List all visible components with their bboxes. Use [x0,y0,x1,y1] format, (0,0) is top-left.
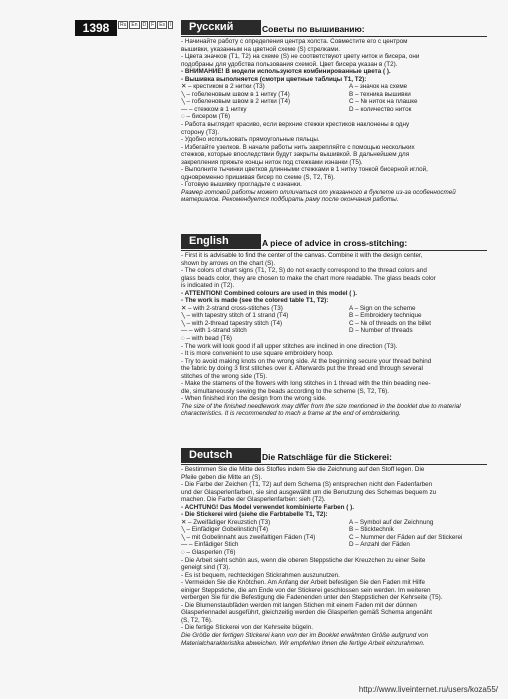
legend-item: ✕ – Zweifädiger Kreuzstich (T3) [181,518,271,526]
section-title-de: Die Ratschläge für die Stickerei: [262,452,392,462]
text-line: is indicated in (T2). [181,282,235,290]
text-line: вышивки, указанным на цветной схеме (S) стрелками. [181,45,340,53]
text-line: - Bestimmen Sie die Mitte des Stoffes indem Sie die Zeichnung auf den Stoff legen. Die [181,466,425,473]
legend-item: ✕ – крестиком в 2 нитки (T3) [181,83,265,91]
divider [181,250,487,251]
text-line: стежков, которые впоследствии будут закрыты вышивкой. В дальнейшем для [181,151,410,159]
lang-tag: I [170,22,172,28]
text-line: glass beads color, they are chosen to make the chart more readable. The glass beads color [181,274,436,282]
text-line: подобраны для удобства пользования схемой. Цвет бисера указан в (T2). [181,60,398,68]
text-line: verbergen Sie für die Befestigung die Fadenenden unter den Steppstichen der Kehrseite (T5). [181,594,443,602]
text-line: - It is more convenient to use square embroidery hoop. [181,350,334,358]
legend-item: ╲ – with 2-thread tapestry stitch (T4) [181,319,283,327]
legend-item: ◌ – бисером (T6) [181,113,231,121]
text-line: - Вышивка выполняется (смотри цветные таблицы T1, T2): [181,75,367,83]
note: Размер готовой работы может отличаться от указанного в буклете из-за особенностей материалов. Рекомендуется подбирать раму после окончания работы. [181,188,456,204]
section-title-en: A piece of advice in cross-stitching: [262,238,408,248]
text-line: - Выполните тычинки цветков длинными стежками в 1 нитку тонкой бисерной иглой, [181,166,428,174]
legend-key: D – количество ниток [349,105,412,113]
legend-item: ◌ – Glasperlen (T6) [181,549,236,557]
section-title-ru: Советы по вышиванию: [262,24,365,34]
text-line: - Работа выглядит красиво, если верхние стежки крестиков наклонены в одну [181,121,410,129]
legend-ru [181,83,487,121]
text-line: - When finished iron the design from the wrong side. [181,395,327,403]
text-line: закрепления пряжьте концы ниток под стежками изнанки (T5). [181,158,363,166]
text-line: - ATTENTION! Combined colours are used in this model ( ). [181,289,357,297]
legend-key: B – Sticktechnik [349,526,394,534]
text-line: - Make the stamens of the flowers with long stitches in 1 thread with the thin beading nee- [181,380,431,388]
legend-key: B – Embroidery technique [349,312,422,320]
text-line: einiger Steppstiche, die am Ende von der Stickerei geschlossen sein werden. Im weiteren [181,586,431,594]
text-line: - Die Farbe der Zeichen (T1, T2) auf dem Schema (S) entsprechen nicht den Fadenfarben [181,481,433,489]
text-line: - Die Arbeit sieht schön aus, wenn die oberen Steppstiche der Kreuzchen zu einer Seite [181,556,426,564]
legend-key: C – № of threads on the billet [349,319,432,327]
legend-item: ◌ – with bead (T6) [181,335,232,343]
legend-item: ╲ – гобеленовым швом в 1 нитку (T4) [181,90,290,98]
legend-item: ╲ – mit Gobelinnaht aus zweifaltigen Fäden (T4) [181,533,316,541]
legend-item: ╲ – Einfädiger Gobelinstich(T4) [181,526,269,534]
legend-de [181,519,487,557]
text-line: - Избегайте узелков. В начале работы нить закрепляйте с помощью нескольких [181,143,415,151]
lang-tag: F [151,22,155,28]
text-line: Pfeile geben die Mitte an (S). [181,473,263,481]
text-line: - The work is made (see the colored table T1, T2): [181,297,329,305]
legend-item: ╲ – with tapestry stitch of 1 strand (T4) [181,312,289,320]
text-line: одновременно пришивая бисер по схеме (S, T2, T6). [181,173,335,181]
section-body-ru [181,38,487,204]
legend-item: — – with 1-strand stitch [181,327,247,335]
legend-key: D – Anzahl der Fäden [349,541,410,549]
language-tags [118,21,173,29]
text-line: - Удобно использовать прямоугольные пяльцы. [181,136,320,144]
text-line: geneigt sind (T3). [181,564,231,572]
lang-tag: En [131,22,138,28]
note: Die Größe der fertigen Stickerei kann von der im Booklet erwähnten Größe aufgrund von Materialcharakteristika abweichen. Wir empfehlen Ihnen die fertige Arbeit einzurahmen. [181,632,429,647]
text-line: - ВНИМАНИЕ! В модели используются комбинированные цвета ( ). [181,68,391,76]
legend-key [349,549,487,557]
text-line: - Es ist bequem, rechteckigen Stickrahmen auszunutzen. [181,571,340,579]
divider [181,36,487,37]
text-line: - Готовую вышивку прогладьте с изнанки. [181,181,302,189]
legend-key: A – Symbol auf der Zeichnung [349,518,434,526]
text-line: (S, T2, T6). [181,616,213,624]
lang-tag: Ru [120,22,127,28]
text-line: Glasperlennadel ausgeführt, gleichzeitig werden die Glasperlen gemäß Schema angenäht [181,609,432,617]
text-line: сторону (T3). [181,128,220,136]
lang-tag: Es [159,22,166,28]
text-line: machen. Die Farbe der Glasperlenfarben: sieh (T2). [181,496,326,504]
legend-key [349,335,487,343]
legend-item: — – Einfädiger Stich [181,541,239,549]
lang-tag: D [142,22,147,28]
legend-key: D – Number of threads [349,327,413,335]
text-line: - Try to avoid making knots on the wrong side. At the beginning secure your thread behind [181,357,432,365]
legend-key: A – Sign on the scheme [349,304,416,312]
text-line: - Die Stickerei wird (siehe die Farbtabelle T1, T2): [181,511,328,519]
text-line: - The work will look good if all upper stitches are inclined in one direction (T3). [181,342,398,350]
legend-key [349,113,487,121]
legend-key: C – № ниток на плашке [349,98,418,106]
section-header-en: English [181,234,261,249]
legend-item: ╲ – гобеленовым швом в 2 нитки (T4) [181,98,291,106]
text-line: - Начинайте работу с определения центра холста. Совместите его с центром [181,38,408,45]
text-line: und der Glasperlenfarben, sie sind ausgewählt um die Benutzung des Schemas bequem zu [181,488,437,496]
legend-en [181,305,487,343]
section-header-ru: Русский [181,20,261,35]
text-line: - First it is advisable to find the center of the canvas. Combine it with the design center, [181,252,423,259]
legend-item: ✕ – with 2-strand cross-stitches (T3) [181,304,283,312]
legend-item: — – стежком в 1 нитку [181,105,247,113]
text-line: stitches of the wrong side (T5). [181,372,268,380]
section-header-de: Deutsch [181,448,261,463]
section-body-en [181,252,487,418]
text-line: - Цвета значков (T1, T2) на схеме (S) не соответствуют цвету ниток и бисера, они [181,53,420,61]
text-line: shown by arrows on the chart (S). [181,259,276,267]
text-line: - Vermeiden Sie die Knötchen. Am Anfang der Arbeit befestigen Sie den Faden mit Hilfe [181,579,425,587]
text-line: - Die fertige Stickerei von der Kehrseite bügeln. [181,624,313,632]
section-body-de [181,466,487,647]
text-line: - Die Blumenstaubfäden werden mit langen Stichen mit einem Faden mit der dünnen [181,601,417,609]
text-line: dle, simultaneously sewing the beads according to the scheme (S, T2, T6). [181,387,390,395]
divider [181,464,487,465]
text-line: - ACHTUNG! Das Model verwendet kombinierte Farben ( ). [181,503,354,511]
legend-key: A – значок на схеме [349,83,408,91]
source-url: http://www.liveinternet.ru/users/koza55/ [358,685,498,694]
text-line: the fabric by doing 3 first stitches over it. Afterwards put the thread end through several [181,365,423,373]
legend-key: B – техника вышивки [349,90,411,98]
note: The size of the finished needlework may differ from the size mentioned in the booklet due to material characteristics. It is recommended to mach a frame at the end of embroidering. [181,402,461,418]
text-line: - The colors of chart signs (T1, T2, S) do not exactly correspond to the thread colors and [181,267,427,275]
legend-key: C – Nummer der Fäden auf der Stickerei [349,533,463,541]
page-number: 1398 [75,20,117,36]
